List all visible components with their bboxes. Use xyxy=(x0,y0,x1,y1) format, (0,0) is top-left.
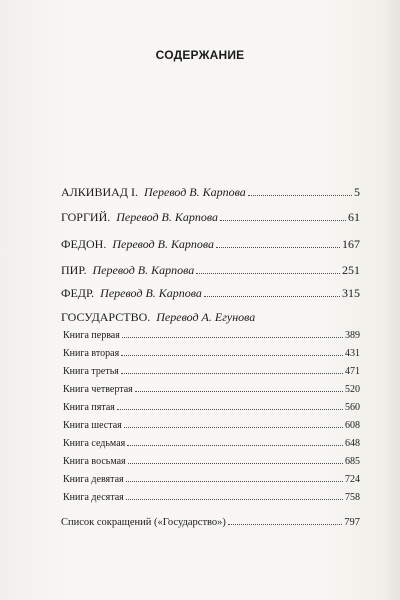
dot-leader xyxy=(117,409,343,410)
toc-entry-republic[interactable] xyxy=(61,310,360,324)
entry-page-number: 61 xyxy=(348,210,360,224)
dot-leader xyxy=(228,524,342,525)
dot-leader xyxy=(204,296,340,297)
toc-book-3[interactable] xyxy=(63,366,360,378)
toc-entry-alcibiades[interactable] xyxy=(61,185,360,199)
toc-book-4[interactable] xyxy=(63,384,360,396)
book-title: Книга первая xyxy=(63,330,120,341)
book-title: Книга четвертая xyxy=(63,384,133,395)
entry-title: Список сокращений («Государство») xyxy=(61,517,226,528)
book-title: Книга пятая xyxy=(63,402,115,413)
entry-translator: Перевод В. Карпова xyxy=(144,185,246,199)
dot-leader xyxy=(122,337,343,338)
page-title: СОДЕРЖАНИЕ xyxy=(155,48,245,62)
dot-leader xyxy=(220,220,346,221)
dot-leader xyxy=(196,273,340,274)
book-page-number: 608 xyxy=(345,420,360,431)
toc-entry-phaedo[interactable] xyxy=(61,237,360,251)
entry-title: ГОСУДАРСТВО. xyxy=(61,310,151,324)
dot-leader xyxy=(248,195,352,196)
page-spine-shadow xyxy=(382,0,400,600)
book-page-number: 685 xyxy=(345,456,360,467)
toc-book-9[interactable] xyxy=(63,474,360,486)
book-title: Книга седьмая xyxy=(63,438,126,449)
entry-translator: Перевод В. Карпова xyxy=(116,210,218,224)
toc-book-2[interactable] xyxy=(63,348,360,360)
book-page-number: 431 xyxy=(345,348,360,359)
dot-leader xyxy=(126,499,343,500)
entry-title: ПИР. xyxy=(61,263,87,277)
book-title: Книга вторая xyxy=(63,348,120,359)
toc-book-6[interactable] xyxy=(63,420,360,432)
entry-page-number: 251 xyxy=(342,263,360,277)
dot-leader xyxy=(124,427,343,428)
toc-book-8[interactable] xyxy=(63,456,360,468)
toc-entry-gorgias[interactable] xyxy=(61,210,360,224)
dot-leader xyxy=(216,247,340,248)
toc-book-5[interactable] xyxy=(63,402,360,414)
entry-page-number: 167 xyxy=(342,237,360,251)
toc-book-7[interactable] xyxy=(63,438,360,450)
book-page-number: 471 xyxy=(345,366,360,377)
toc-book-10[interactable] xyxy=(63,492,360,504)
toc-entry-phaedrus[interactable] xyxy=(61,286,360,300)
book-title: Книга девятая xyxy=(63,474,124,485)
dot-leader xyxy=(127,445,343,446)
toc-entry-symposium[interactable] xyxy=(61,263,360,277)
book-page-number: 560 xyxy=(345,402,360,413)
book-title: Книга третья xyxy=(63,366,119,377)
book-page-number: 758 xyxy=(345,492,360,503)
dot-leader xyxy=(121,373,343,374)
toc-book-1[interactable] xyxy=(63,330,360,342)
book-page-number: 648 xyxy=(345,438,360,449)
book-title: Книга восьмая xyxy=(63,456,126,467)
entry-translator: Перевод В. Карпова xyxy=(92,263,195,277)
entry-translator: Перевод В. Карпова xyxy=(112,237,215,251)
book-page-number: 724 xyxy=(345,474,360,485)
dot-leader xyxy=(135,391,343,392)
entry-title: АЛКИВИАД I. xyxy=(61,185,138,199)
book-page-number: 520 xyxy=(345,384,360,395)
book-page-number: 389 xyxy=(345,330,360,341)
entry-title: ГОРГИЙ. xyxy=(61,210,111,224)
entry-page-number: 797 xyxy=(344,517,360,528)
dot-leader xyxy=(126,481,343,482)
entry-page-number: 315 xyxy=(342,286,360,300)
entry-translator: Перевод В. Карпова xyxy=(100,286,202,300)
entry-title: ФЕДР. xyxy=(61,286,95,300)
entry-title: ФЕДОН. xyxy=(61,237,107,251)
book-title: Книга десятая xyxy=(63,492,124,503)
dot-leader xyxy=(128,463,343,464)
toc-entry-abbreviations[interactable] xyxy=(61,516,360,530)
entry-translator: Перевод А. Егунова xyxy=(156,310,256,324)
entry-page-number: 5 xyxy=(354,185,360,199)
book-title: Книга шестая xyxy=(63,420,122,431)
dot-leader xyxy=(121,355,343,356)
